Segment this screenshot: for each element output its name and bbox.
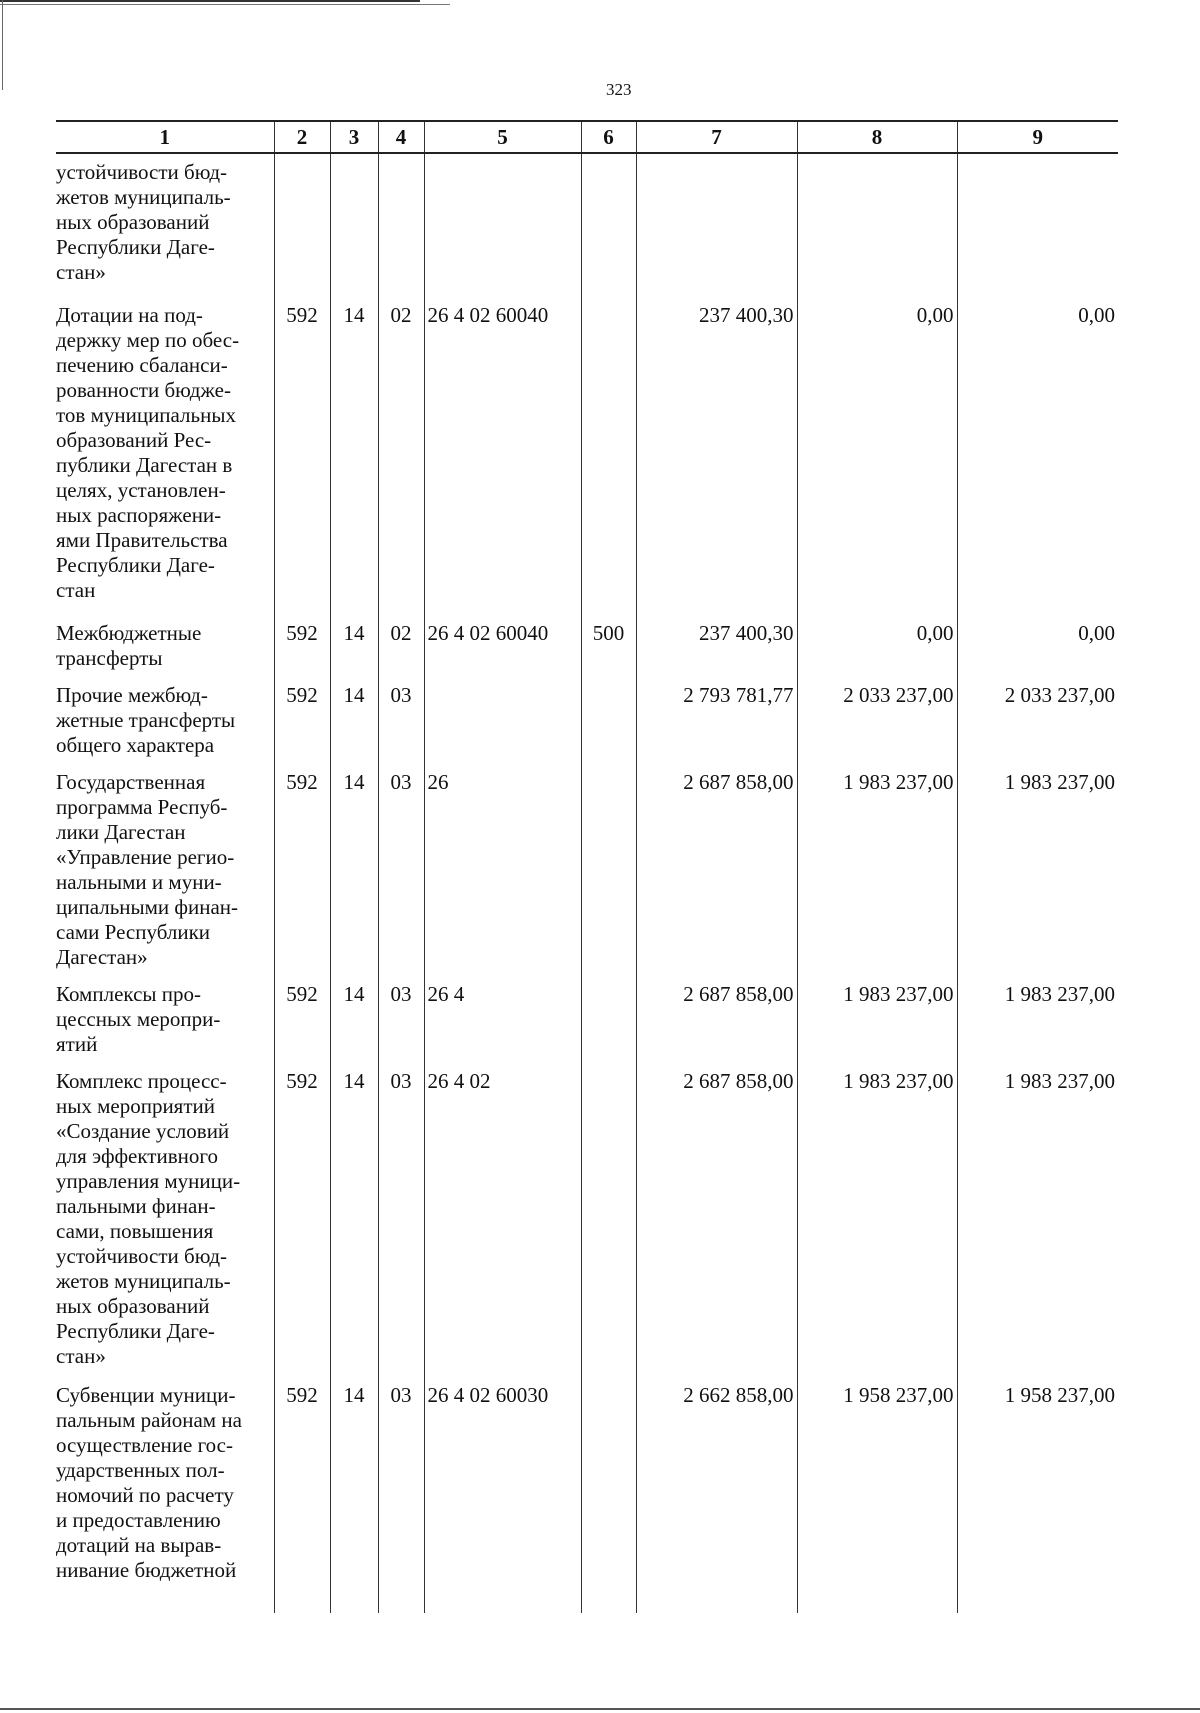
row-name-line: пальными финан-	[56, 1194, 216, 1218]
target-article-cell: 26 4 02 60040	[424, 303, 581, 621]
row-name-line: ударственных пол-	[56, 1458, 225, 1482]
subsection-cell: 03	[378, 770, 424, 982]
row-name-line: печению сбаланси-	[56, 353, 228, 377]
scan-edge-top	[0, 0, 420, 2]
column-header-1: 1	[56, 121, 274, 153]
target-article-cell: 26 4	[424, 982, 581, 1069]
row-name-line: ных образований	[56, 1294, 210, 1318]
admin-code-cell: 592	[274, 303, 330, 621]
column-header-2: 2	[274, 121, 330, 153]
amount-year1-cell: 2 662 858,00	[636, 1383, 797, 1613]
table-row	[56, 153, 1118, 303]
budget-table	[56, 120, 1118, 1613]
row-name-line: жетов муниципаль-	[56, 185, 231, 209]
row-name-line: ципальными финан-	[56, 895, 239, 919]
row-name-line: жетов муниципаль-	[56, 1269, 231, 1293]
amount-year1-cell: 2 687 858,00	[636, 770, 797, 982]
row-name-line: держку мер по обес-	[56, 328, 240, 352]
row-name-line: программа Респуб-	[56, 795, 228, 819]
admin-code-cell	[274, 153, 330, 303]
row-name-line: пальным районам на	[56, 1408, 242, 1432]
row-name-line: лики Дагестан	[56, 820, 186, 844]
table-body	[56, 153, 1118, 1613]
expense-type-cell	[581, 303, 636, 621]
subsection-cell: 03	[378, 1383, 424, 1613]
row-name-cell	[56, 982, 274, 1069]
scan-edge-left	[2, 0, 3, 90]
scan-edge-top-secondary	[0, 4, 450, 5]
row-name-cell	[56, 770, 274, 982]
column-header-6: 6	[581, 121, 636, 153]
row-name-line: Комплексы про-	[56, 982, 201, 1006]
row-name-line: ных мероприятий	[56, 1094, 215, 1118]
amount-year3-cell: 1 983 237,00	[957, 982, 1118, 1069]
amount-year2-cell: 1 983 237,00	[797, 770, 957, 982]
row-name-cell	[56, 153, 274, 303]
amount-year3-cell: 1 958 237,00	[957, 1383, 1118, 1613]
column-header-9: 9	[957, 121, 1118, 153]
section-cell: 14	[330, 982, 378, 1069]
amount-year2-cell	[797, 153, 957, 303]
expense-type-cell	[581, 1069, 636, 1383]
section-cell: 14	[330, 1069, 378, 1383]
target-article-cell: 26 4 02	[424, 1069, 581, 1383]
row-name-line: Субвенции муници-	[56, 1383, 236, 1407]
row-name-line: сами, повышения	[56, 1219, 214, 1243]
row-name-line: ных распоряжени-	[56, 503, 222, 527]
table-row	[56, 683, 1118, 770]
row-name-line: рованности бюдже-	[56, 378, 231, 402]
admin-code-cell: 592	[274, 1383, 330, 1613]
row-name-line: стан»	[56, 260, 106, 284]
amount-year3-cell	[957, 153, 1118, 303]
amount-year3-cell: 0,00	[957, 621, 1118, 683]
amount-year2-cell: 1 983 237,00	[797, 1069, 957, 1383]
row-name-line: Межбюджетные	[56, 621, 202, 645]
row-name-line: целях, установлен-	[56, 478, 226, 502]
amount-year2-cell: 1 958 237,00	[797, 1383, 957, 1613]
row-name-line: трансферты	[56, 646, 163, 670]
expense-type-cell	[581, 153, 636, 303]
section-cell: 14	[330, 303, 378, 621]
section-cell: 14	[330, 770, 378, 982]
row-name-line: публики Дагестан в	[56, 453, 233, 477]
column-header-5: 5	[424, 121, 581, 153]
subsection-cell: 02	[378, 303, 424, 621]
row-name-line: «Создание условий	[56, 1119, 230, 1143]
section-cell: 14	[330, 621, 378, 683]
row-name-line: ями Правительства	[56, 528, 228, 552]
amount-year1-cell: 2 793 781,77	[636, 683, 797, 770]
row-name-line: осуществление гос-	[56, 1433, 233, 1457]
subsection-cell: 03	[378, 1069, 424, 1383]
row-name-line: для эффективного	[56, 1144, 218, 1168]
row-name-line: Дотации на под-	[56, 303, 203, 327]
amount-year2-cell: 0,00	[797, 621, 957, 683]
subsection-cell: 02	[378, 621, 424, 683]
row-name-line: нальными и муни-	[56, 870, 222, 894]
admin-code-cell: 592	[274, 683, 330, 770]
target-article-cell: 26 4 02 60040	[424, 621, 581, 683]
row-name-line: Республики Даге-	[56, 235, 215, 259]
expense-type-cell	[581, 770, 636, 982]
row-name-line: образований Рес-	[56, 428, 212, 452]
row-name-cell	[56, 1383, 274, 1613]
row-name-line: жетные трансферты	[56, 708, 236, 732]
amount-year2-cell: 2 033 237,00	[797, 683, 957, 770]
amount-year3-cell: 0,00	[957, 303, 1118, 621]
row-name-line: управления муници-	[56, 1169, 241, 1193]
admin-code-cell: 592	[274, 1069, 330, 1383]
table-row	[56, 982, 1118, 1069]
row-name-line: Республики Даге-	[56, 553, 215, 577]
row-name-line: Дагестан»	[56, 945, 148, 969]
subsection-cell	[378, 153, 424, 303]
row-name-line: Государственная	[56, 770, 206, 794]
row-name-line: Республики Даге-	[56, 1319, 215, 1343]
column-header-3: 3	[330, 121, 378, 153]
row-name-line: и предоставлению	[56, 1508, 221, 1532]
row-name-cell	[56, 621, 274, 683]
row-name-line: Комплекс процесс-	[56, 1069, 227, 1093]
row-name-line: устойчивости бюд-	[56, 160, 228, 184]
row-name-line: дотаций на вырав-	[56, 1533, 222, 1557]
table-row	[56, 303, 1118, 621]
amount-year2-cell: 1 983 237,00	[797, 982, 957, 1069]
row-name-line: «Управление регио-	[56, 845, 235, 869]
row-name-cell	[56, 1069, 274, 1383]
admin-code-cell: 592	[274, 982, 330, 1069]
row-name-line: общего характера	[56, 733, 215, 757]
row-name-line: нивание бюджетной	[56, 1558, 237, 1582]
subsection-cell: 03	[378, 683, 424, 770]
amount-year3-cell: 2 033 237,00	[957, 683, 1118, 770]
row-name-line: устойчивости бюд-	[56, 1244, 228, 1268]
row-name-line: ятий	[56, 1032, 98, 1056]
scan-edge-bottom	[0, 1708, 1200, 1710]
expense-type-cell: 500	[581, 621, 636, 683]
expense-type-cell	[581, 982, 636, 1069]
amount-year1-cell: 237 400,30	[636, 303, 797, 621]
target-article-cell	[424, 153, 581, 303]
expense-type-cell	[581, 1383, 636, 1613]
expense-type-cell	[581, 683, 636, 770]
target-article-cell: 26	[424, 770, 581, 982]
row-name-line: номочий по расчету	[56, 1483, 234, 1507]
column-header-4: 4	[378, 121, 424, 153]
amount-year3-cell: 1 983 237,00	[957, 770, 1118, 982]
amount-year1-cell	[636, 153, 797, 303]
section-cell: 14	[330, 1383, 378, 1613]
column-header-7: 7	[636, 121, 797, 153]
row-name-cell	[56, 683, 274, 770]
section-cell: 14	[330, 683, 378, 770]
amount-year2-cell: 0,00	[797, 303, 957, 621]
admin-code-cell: 592	[274, 770, 330, 982]
table-row	[56, 1069, 1118, 1383]
amount-year1-cell: 2 687 858,00	[636, 1069, 797, 1383]
target-article-cell: 26 4 02 60030	[424, 1383, 581, 1613]
row-name-cell	[56, 303, 274, 621]
amount-year1-cell: 2 687 858,00	[636, 982, 797, 1069]
table-row	[56, 770, 1118, 982]
row-name-line: стан»	[56, 1344, 106, 1368]
row-name-line: тов муниципальных	[56, 403, 236, 427]
row-name-line: Прочие межбюд-	[56, 683, 208, 707]
subsection-cell: 03	[378, 982, 424, 1069]
row-name-line: ных образований	[56, 210, 210, 234]
row-name-line: сами Республики	[56, 920, 211, 944]
target-article-cell	[424, 683, 581, 770]
page-number: 323	[606, 80, 632, 99]
amount-year3-cell: 1 983 237,00	[957, 1069, 1118, 1383]
amount-year1-cell: 237 400,30	[636, 621, 797, 683]
header-row	[56, 121, 1118, 153]
row-name-line: стан	[56, 578, 96, 602]
table-row	[56, 1383, 1118, 1613]
section-cell	[330, 153, 378, 303]
row-name-line: цессных меропри-	[56, 1007, 221, 1031]
table-row	[56, 621, 1118, 683]
admin-code-cell: 592	[274, 621, 330, 683]
column-header-8: 8	[797, 121, 957, 153]
